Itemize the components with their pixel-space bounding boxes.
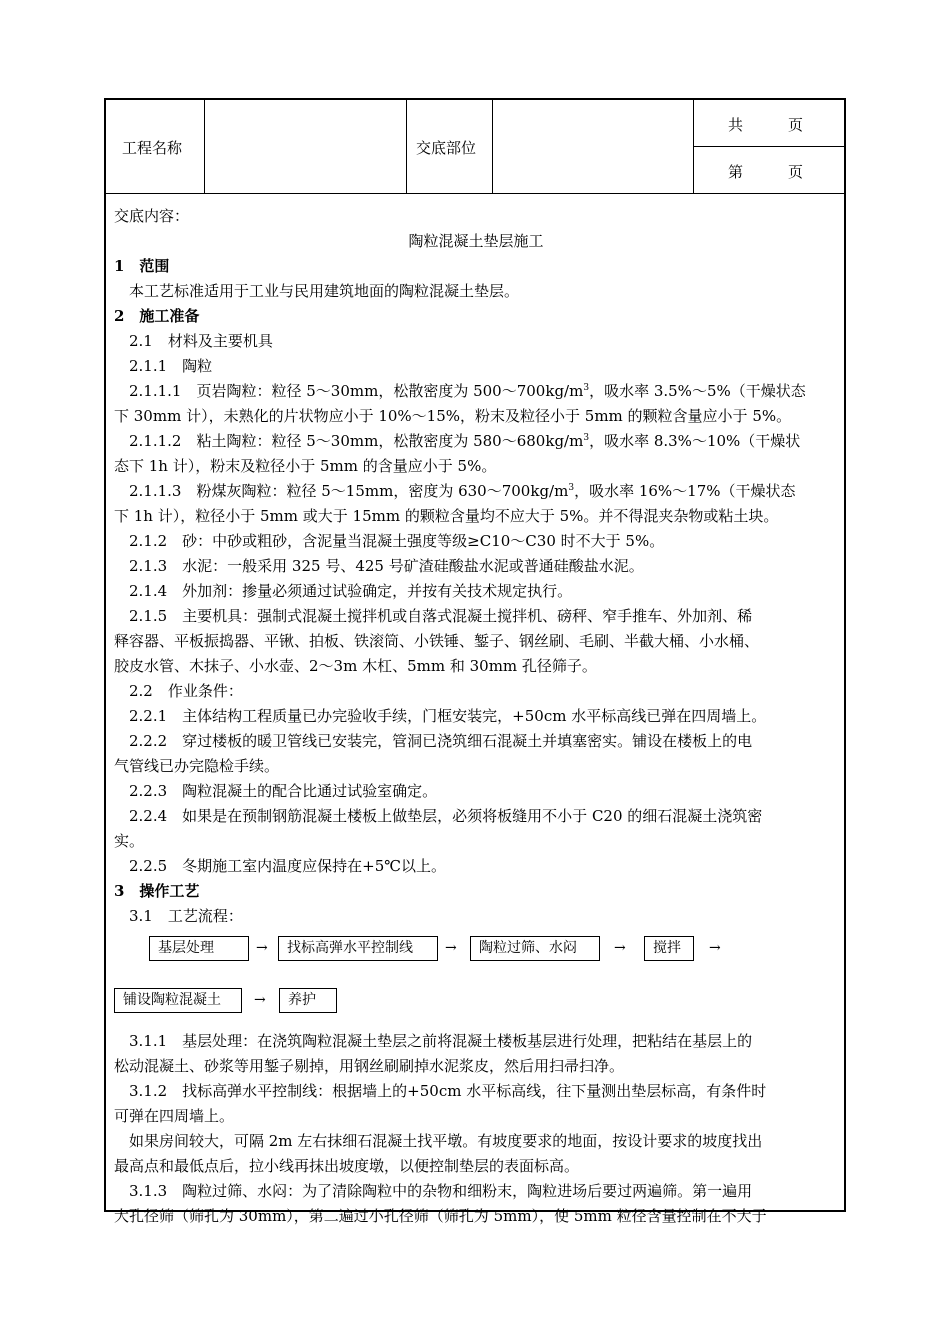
paragraph: 2.1.3 水泥：一般采用 325 号、425 号矿渣硅酸盐水泥或普通硅酸盐水泥。 — [129, 557, 644, 575]
paragraph: 胶皮水管、木抹子、小水壶、2～3m 木杠、5mm 和 30mm 孔径筛子。 — [114, 657, 597, 675]
paragraph: 3.1.2 找标高弹水平控制线：根据墙上的+50cm 水平标高线，往下量测出垫层标高，有条件时 — [129, 1082, 767, 1100]
superscript: 3 — [568, 483, 575, 493]
arrow-right-icon: → — [614, 940, 626, 956]
divider — [406, 100, 407, 193]
paragraph: 2.1.4 外加剂：掺量必须通过试验确定，并按有关技术规定执行。 — [129, 582, 573, 600]
paragraph: 2.2.2 穿过楼板的暖卫管线已安装完，管洞已浇筑细石混凝土并填塞密实。铺设在楼板上的电 — [129, 732, 753, 750]
text-run: 2.1.1.3 粉煤灰陶粒：粒径 5～15mm，密度为 630～700kg/m — [129, 482, 569, 500]
paragraph: 本工艺标准适用于工业与民用建筑地面的陶粒混凝土垫层。 — [129, 282, 520, 300]
paragraph: 3.1 工艺流程： — [129, 907, 243, 925]
paragraph: 下 30mm 计），未熟化的片状物应小于 10%～15%，粉末及粒径小于 5mm 的颗粒含量应小于 5%。 — [114, 407, 792, 425]
superscript: 3 — [583, 383, 590, 393]
process-flowchart — [114, 929, 838, 1029]
text-run: ，吸水率 16%～17%（干燥状态 — [574, 482, 796, 500]
flow-step-base-treatment: 基层处理 — [149, 936, 249, 961]
flow-step-mixing: 搅拌 — [644, 936, 694, 961]
paragraph: 2.2.5 冬期施工室内温度应保持在+5℃以上。 — [129, 857, 447, 875]
text-run: 2.1.1.2 粘土陶粒：粒径 5～30mm，松散密度为 580～680kg/m — [129, 432, 584, 450]
paragraph: 大孔径筛（筛孔为 30mm），第二遍过小孔径筛（筛孔为 5mm），使 5mm 粒径含量控制在不大于 — [114, 1207, 767, 1225]
section-heading: 3 操作工艺 — [114, 882, 200, 900]
paragraph — [114, 429, 838, 454]
paragraph: 可弹在四周墙上。 — [114, 1107, 235, 1125]
paragraph: 松动混凝土、砂浆等用錾子剔掉，用钢丝刷刷掉水泥浆皮，然后用扫帚扫净。 — [114, 1057, 625, 1075]
document-title: 陶粒混凝土垫层施工 — [408, 232, 544, 250]
text-run: 2.1.1.1 页岩陶粒：粒径 5～30mm，松散密度为 500～700kg/m — [129, 382, 584, 400]
paragraph: 2.1.1 陶粒 — [129, 357, 213, 375]
divider — [492, 100, 493, 193]
paragraph — [114, 379, 838, 404]
paragraph: 2.2.3 陶粒混凝土的配合比通过试验室确定。 — [129, 782, 438, 800]
page-number-label: 第 页 — [728, 163, 804, 181]
text-run: ，吸水率 3.5%～5%（干燥状态 — [589, 382, 806, 400]
paragraph: 态下 1h 计），粉末及粒径小于 5mm 的含量应小于 5%。 — [114, 457, 497, 475]
project-name-label: 工程名称 — [122, 139, 183, 157]
paragraph: 最高点和最低点后，拉小线再抹出坡度墩，以便控制垫层的表面标高。 — [114, 1157, 580, 1175]
paragraph: 2.2.1 主体结构工程质量已办完验收手续，门框安装完，+50cm 水平标高线已弹在四周墙上。 — [129, 707, 767, 725]
paragraph: 3.1.3 陶粒过筛、水闷：为了清除陶粒中的杂物和细粉末，陶粒进场后要过两遍筛。第一遍用 — [129, 1182, 753, 1200]
section-heading: 1 范围 — [114, 257, 170, 275]
paragraph: 释容器、平板振捣器、平锹、拍板、铁滚筒、小铁锤、錾子、钢丝刷、毛刷、半截大桶、小水桶、 — [114, 632, 760, 650]
text-run: ，吸水率 8.3%～10%（干燥状 — [589, 432, 801, 450]
section-heading: 2 施工准备 — [114, 307, 200, 325]
flow-step-sieve-soak: 陶粒过筛、水闷 — [470, 936, 600, 961]
divider — [204, 100, 205, 193]
disclosure-form — [104, 98, 846, 1225]
paragraph: 实。 — [114, 832, 145, 850]
paragraph: 2.2.4 如果是在预制钢筋混凝土楼板上做垫层，必须将板缝用不小于 C20 的细石混凝土浇筑密 — [129, 807, 763, 825]
flow-step-curing: 养护 — [279, 988, 337, 1013]
form-header — [106, 100, 844, 194]
paragraph: 3.1.1 基层处理：在浇筑陶粒混凝土垫层之前将混凝土楼板基层进行处理，把粘结在基层上的 — [129, 1032, 753, 1050]
paragraph: 下 1h 计），粒径小于 5mm 或大于 15mm 的颗粒含量均不应大于 5%。并不得混夹杂物或粘土块。 — [114, 507, 779, 525]
arrow-right-icon: → — [254, 992, 266, 1008]
flow-step-level-line: 找标高弹水平控制线 — [278, 936, 438, 961]
total-pages-label: 共 页 — [728, 116, 804, 134]
location-label: 交底部位 — [416, 139, 477, 157]
divider — [693, 146, 844, 147]
superscript: 3 — [583, 433, 590, 443]
arrow-right-icon: → — [709, 940, 721, 956]
paragraph: 如果房间较大，可隔 2m 左右抹细石混凝土找平墩。有坡度要求的地面，按设计要求的坡度找出 — [129, 1132, 763, 1150]
flow-step-paving: 铺设陶粒混凝土 — [114, 988, 242, 1013]
paragraph: 2.1.5 主要机具：强制式混凝土搅拌机或自落式混凝土搅拌机、磅秤、窄手推车、外加剂、稀 — [129, 607, 753, 625]
disclosure-content — [114, 204, 838, 1229]
paragraph: 2.1.2 砂：中砂或粗砂，含泥量当混凝土强度等级≥C10～C30 时不大于 5%。 — [129, 532, 665, 550]
paragraph: 气管线已办完隐检手续。 — [114, 757, 280, 775]
paragraph: 2.2 作业条件： — [129, 682, 243, 700]
intro-label: 交底内容： — [114, 207, 190, 225]
paragraph: 2.1 材料及主要机具 — [129, 332, 273, 350]
arrow-right-icon: → — [256, 940, 268, 956]
arrow-right-icon: → — [445, 940, 457, 956]
paragraph — [114, 479, 838, 504]
